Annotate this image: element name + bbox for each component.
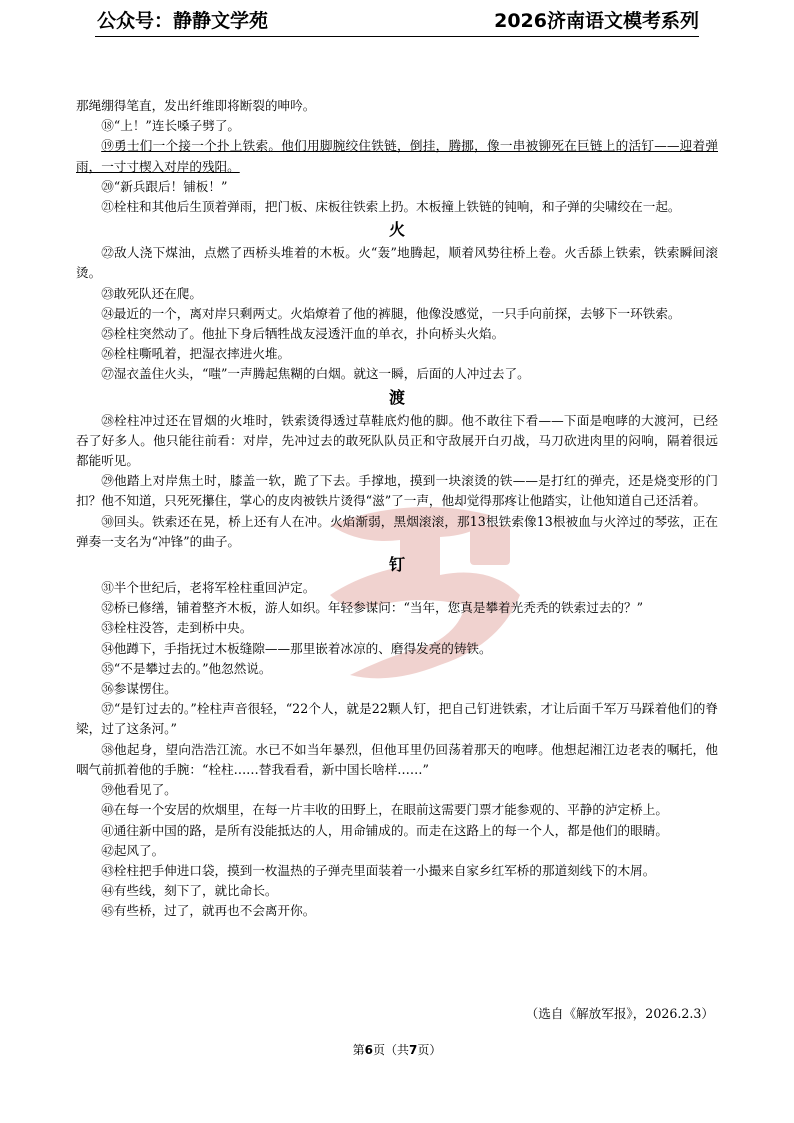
underlined-text: ⑲勇士们一个接一个扑上铁索。他们用脚腕绞住铁链，倒挂，腾挪，像一串被铆死在巨链上的活钉——迎着弹雨，一寸寸楔入对岸的残阳。 xyxy=(76,138,718,174)
paragraph: ㊶通往新中国的路，是所有没能抵达的人，用命铺成的。而走在这路上的每一个人，都是他们的眼睛。 xyxy=(101,822,668,838)
paragraph: ㉟“不是攀过去的。”他忽然说。 xyxy=(101,660,272,676)
paragraph: ㉙他踏上对岸焦土时，膝盖一软，跪了下去。手撑地，摸到一块滚烫的铁——是打红的弹壳，还是烧变形的门扣？他不知道，只死死攥住，掌心的皮肉被铁片烫得“滋”了一声，他却觉得那疼让他踏实，让他知道自己还活着。 xyxy=(76,473,718,509)
section-title-fire: 火 xyxy=(388,220,405,240)
paragraph: ㊹有些线，刻下了，就比命长。 xyxy=(101,883,278,899)
page-number: 6 xyxy=(364,1043,373,1057)
paragraph: ㊵在每一个安居的炊烟里，在每一片丰收的田野上，在眼前这需要门票才能参观的、平静的泸定桥上。 xyxy=(101,802,668,818)
paragraph: ㉔最近的一个，离对岸只剩两丈。火焰燎着了他的裤腿，他像没感觉，一只手向前探，去够下一环铁索。 xyxy=(101,305,681,321)
paragraph: ㊲“是钉过去的。”栓柱声音很轻，“22个人，就是22颗人钉，把自己钉进铁索，才让后面千军万马踩着他们的脊梁，过了这条河。” xyxy=(76,701,718,737)
page-header xyxy=(95,8,699,37)
paragraph: ㉖栓柱嘶吼着，把湿衣摔进火堆。 xyxy=(101,346,291,362)
paragraph: ㉕栓柱突然动了。他扯下身后牺牲战友浸透汗血的单衣，扑向桥头火焰。 xyxy=(101,326,505,342)
section-title-cross: 渡 xyxy=(388,387,405,407)
paragraph: ㉗湿衣盖住火头，“嗤”一声腾起焦糊的白烟。就这一瞬，后面的人冲过去了。 xyxy=(101,366,530,382)
paragraph: ㉓敢死队还在爬。 xyxy=(101,285,202,301)
page-total: 7 xyxy=(409,1043,418,1057)
paragraph: 那绳绷得笔直，发出纤维即将断裂的呻吟。 xyxy=(76,98,316,113)
paragraph: ㉛半个世纪后，老将军栓柱重回泸定。 xyxy=(101,580,316,596)
paragraph: ㉚回头。铁索还在晃，桥上还有人在冲。火焰渐弱，黑烟滚滚，那13根铁索像13根被血与火淬过的琴弦，正在弹奏一支名为“冲锋”的曲子。 xyxy=(76,513,718,549)
paragraph: ㊸栓柱把手伸进口袋，摸到一枚温热的子弹壳里面装着一小撮来自家乡红军桥的那道刻线下的木屑。 xyxy=(101,862,656,878)
article-source: （选自《解放军报》，2026.2.3） xyxy=(525,1006,714,1021)
footer-middle: 页（共 xyxy=(372,1043,409,1057)
paragraph: ㊺有些桥，过了，就再也不会离开你。 xyxy=(101,903,316,919)
paragraph: ㉝栓柱没答，走到桥中央。 xyxy=(101,620,253,636)
paragraph: ⑱“上！”连长嗓子劈了。 xyxy=(101,118,241,134)
paragraph: ㉜桥已修缮，铺着整齐木板，游人如织。年轻参谋问：“当年，您真是攀着光秃秃的铁索过去的？” xyxy=(101,600,644,616)
page-footer xyxy=(0,1041,794,1058)
underlined-paragraph xyxy=(76,136,718,176)
header-account: 公众号：静静文学苑 xyxy=(97,10,269,32)
paragraph: ㉒敌人浇下煤油，点燃了西桥头堆着的木板。火“轰”地腾起，顺着风势往桥上卷。火舌舔上铁索，铁索瞬间滚烫。 xyxy=(76,245,718,281)
footer-prefix: 第 xyxy=(352,1043,365,1057)
paragraph: ㊴他看见了。 xyxy=(101,782,177,798)
section-title-nail: 钉 xyxy=(388,555,405,575)
paragraph: ㊳他起身，望向浩浩江流。水已不如当年暴烈，但他耳里仍回荡着那天的咆哮。他想起湘江边老表的嘱托，他咽气前抓着他的手腕：“栓柱……替我看看，新中国长啥样……” xyxy=(76,741,718,777)
paragraph: ㉑栓柱和其他后生顶着弹雨，把门板、床板往铁索上扔。木板撞上铁链的钝响，和子弹的尖啸绞在一起。 xyxy=(101,199,681,215)
paragraph: ㊱参谋愣住。 xyxy=(101,681,177,697)
paragraph: ㉞他蹲下，手指抚过木板缝隙——那里嵌着冰凉的、磨得发亮的铸铁。 xyxy=(101,640,492,656)
paragraph: ⑳“新兵跟后！铺板！” xyxy=(101,178,228,194)
paragraph: ㊷起风了。 xyxy=(101,842,165,858)
footer-suffix: 页） xyxy=(417,1043,442,1057)
paragraph: ㉘栓柱冲过还在冒烟的火堆时，铁索烫得透过草鞋底灼他的脚。他不敢往下看——下面是咆哮的大渡河，已经吞了好多人。他只能往前看：对岸，先冲过去的敢死队队员正和守敌展开白刃战，马刀砍进肉里的闷响，隔着很远都能听见。 xyxy=(76,412,718,469)
header-series: 2026济南语文模考系列 xyxy=(494,10,699,32)
article-body xyxy=(76,96,718,922)
